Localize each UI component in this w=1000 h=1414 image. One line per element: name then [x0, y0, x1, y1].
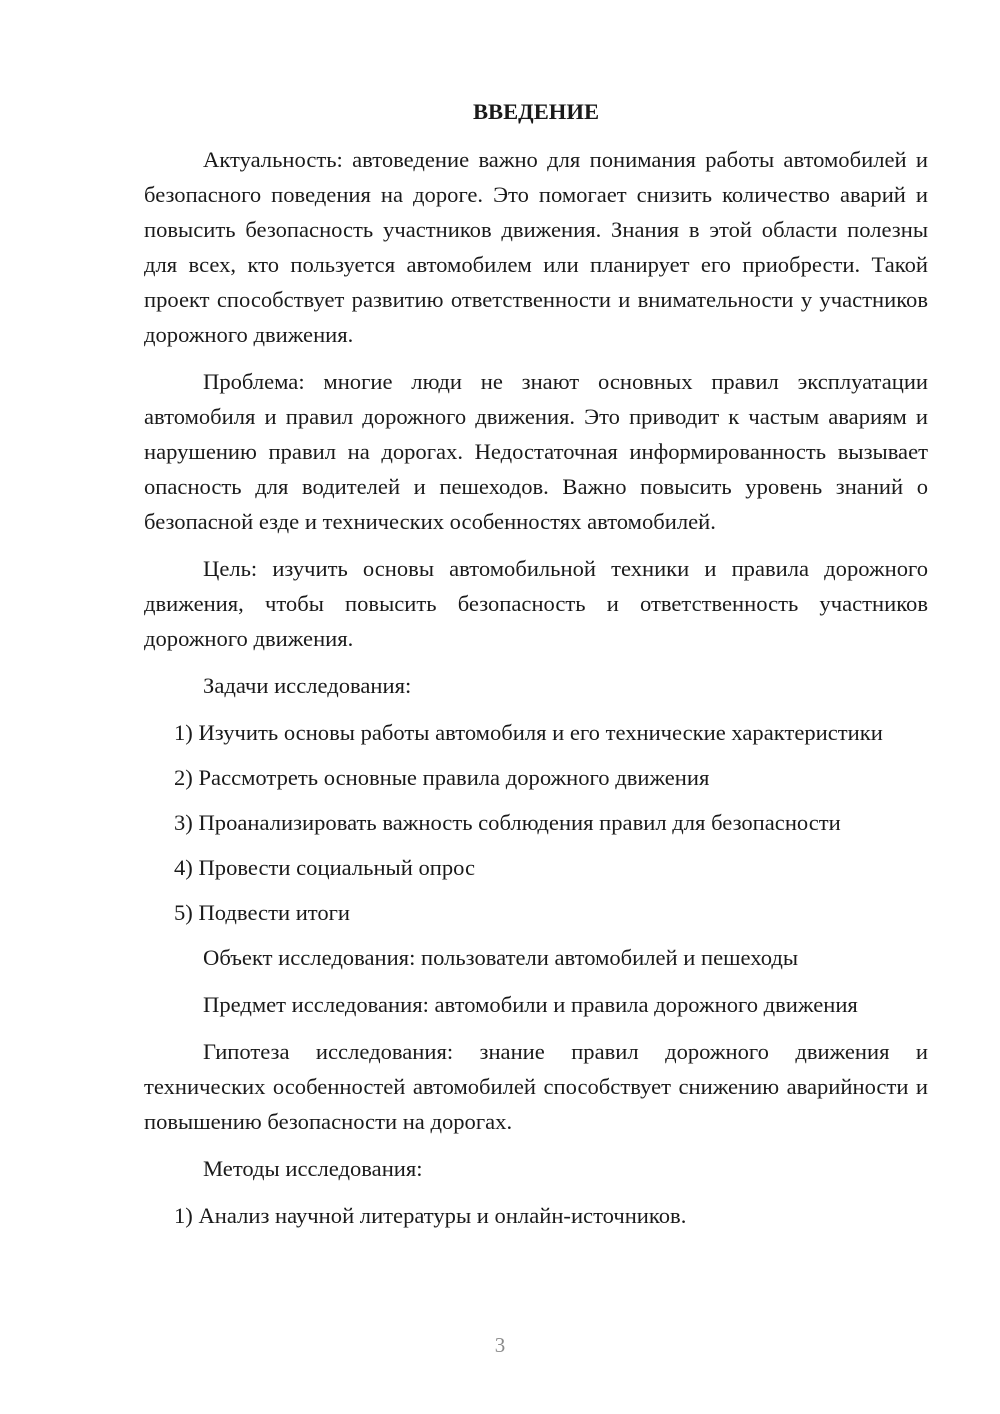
goal-paragraph: Цель: изучить основы автомобильной техники и правила дорожного движения, чтобы повысить безопасность и ответственность участников дорожного движения. [144, 556, 928, 651]
page-title: ВВЕДЕНИЕ [472, 99, 600, 124]
task-item: 1) Изучить основы работы автомобиля и его технические характеристики [174, 720, 883, 745]
task-item: 5) Подвести итоги [174, 900, 351, 925]
task-item: 3) Проанализировать важность соблюдения правил для безопасности [174, 810, 841, 835]
document-page [144, 94, 928, 1243]
tasks-heading: Задачи исследования: [203, 673, 412, 698]
page-number: 3 [494, 1333, 506, 1357]
problem-paragraph: Проблема: многие люди не знают основных правил эксплуатации автомобиля и правил дорожного движения. Это приводит к частым авариям и нарушению правил на дорогах. Недостаточная информированность вызывает опасность для водителей и пешеходов. Важно повысить уровень знаний о безопасной езде и технических особенностях автомобилей. [144, 369, 928, 534]
methods-heading: Методы исследования: [203, 1156, 423, 1181]
relevance-paragraph: Актуальность: автоведение важно для понимания работы автомобилей и безопасного поведения на дороге. Это помогает снизить количество аварий и повысить безопасность участников движения. Знания в этой области полезны для всех, кто пользуется автомобилем или планирует его приобрести. Такой проект способствует развитию ответственности и внимательности у участников дорожного движения. [144, 147, 928, 347]
method-item: 1) Анализ научной литературы и онлайн-источников. [174, 1203, 687, 1228]
object-paragraph: Объект исследования: пользователи автомобилей и пешеходы [203, 945, 799, 970]
subject-paragraph: Предмет исследования: автомобили и правила дорожного движения [203, 992, 858, 1017]
hypothesis-paragraph: Гипотеза исследования: знание правил дорожного движения и технических особенностей автомобилей способствует снижению аварийности и повышению безопасности на дорогах. [144, 1039, 928, 1134]
task-item: 2) Рассмотреть основные правила дорожного движения [174, 765, 710, 790]
task-item: 4) Провести социальный опрос [174, 855, 476, 880]
